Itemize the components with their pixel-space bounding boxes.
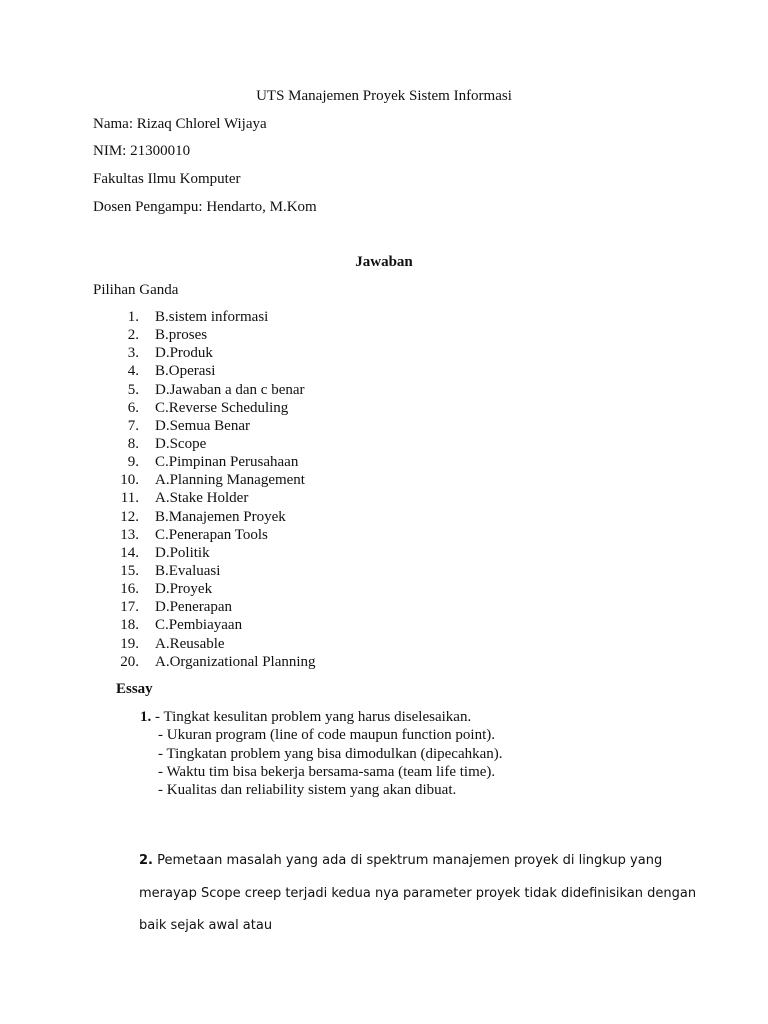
essay-2-line: 2. Pemetaan masalah yang ada di spektrum manajemen proyek di lingkup yang bbox=[139, 853, 663, 868]
item-answer: D.Produk bbox=[155, 345, 213, 362]
list-item bbox=[93, 326, 316, 344]
document-title: UTS Manajemen Proyek Sistem Informasi bbox=[256, 88, 512, 104]
item-number: 9. bbox=[127, 454, 139, 471]
essay-answer-1 bbox=[140, 708, 503, 799]
list-item bbox=[93, 381, 316, 399]
item-answer: B.Evaluasi bbox=[155, 562, 221, 579]
list-item bbox=[93, 508, 316, 526]
student-name: Nama: Rizaq Chlorel Wijaya bbox=[93, 116, 267, 132]
essay-2-number: 2. bbox=[139, 853, 153, 868]
list-item bbox=[93, 616, 316, 634]
item-number: 7. bbox=[127, 417, 139, 434]
item-number: 10. bbox=[120, 472, 139, 489]
item-number: 19. bbox=[120, 635, 139, 652]
item-number: 11. bbox=[120, 490, 139, 507]
item-answer: A.Organizational Planning bbox=[155, 653, 316, 670]
item-number: 15. bbox=[120, 562, 139, 579]
faculty: Fakultas Ilmu Komputer bbox=[93, 171, 241, 187]
item-number: 12. bbox=[120, 508, 139, 525]
item-answer: D.Proyek bbox=[155, 581, 213, 598]
item-answer: D.Jawaban a dan c benar bbox=[155, 381, 305, 398]
essay-1-text: - Tingkat kesulitan problem yang harus diselesaikan. bbox=[151, 709, 472, 725]
list-item bbox=[93, 598, 316, 616]
item-answer: A.Planning Management bbox=[155, 472, 305, 489]
essay-1-point: - Ukuran program (line of code maupun function point). bbox=[158, 727, 495, 744]
list-item bbox=[93, 489, 316, 507]
item-number: 20. bbox=[120, 653, 139, 670]
list-item bbox=[93, 653, 316, 671]
essay-2-line: merayap Scope creep terjadi kedua nya parameter proyek tidak didefinisikan dengan bbox=[139, 885, 697, 901]
essay-heading: Essay bbox=[116, 681, 153, 697]
item-answer: A.Reusable bbox=[155, 635, 225, 652]
item-number: 5. bbox=[127, 381, 139, 398]
item-number: 17. bbox=[120, 599, 139, 616]
item-number: 4. bbox=[127, 363, 139, 380]
item-answer: C.Penerapan Tools bbox=[155, 526, 268, 543]
list-item bbox=[93, 399, 316, 417]
item-answer: D.Scope bbox=[155, 435, 207, 452]
item-answer: B.proses bbox=[155, 327, 208, 344]
list-item bbox=[93, 526, 316, 544]
item-answer: B.Manajemen Proyek bbox=[155, 508, 286, 525]
item-answer: D.Semua Benar bbox=[155, 417, 250, 434]
list-item bbox=[93, 562, 316, 580]
multiple-choice-heading: Pilihan Ganda bbox=[93, 282, 179, 298]
item-number: 14. bbox=[120, 544, 139, 561]
item-number: 6. bbox=[127, 399, 139, 416]
list-item bbox=[93, 362, 316, 380]
essay-1-point: - Tingkatan problem yang bisa dimodulkan (dipecahkan). bbox=[158, 745, 503, 762]
item-answer: B.Operasi bbox=[155, 363, 216, 380]
item-number: 3. bbox=[127, 345, 139, 362]
essay-1-first-line bbox=[140, 708, 503, 726]
item-answer: D.Politik bbox=[155, 544, 210, 561]
item-number: 18. bbox=[120, 617, 139, 634]
list-item bbox=[93, 417, 316, 435]
item-answer: C.Reverse Scheduling bbox=[155, 399, 289, 416]
item-answer: A.Stake Holder bbox=[155, 490, 249, 507]
list-item bbox=[93, 435, 316, 453]
list-item bbox=[93, 544, 316, 562]
list-item bbox=[93, 344, 316, 362]
list-item bbox=[93, 471, 316, 489]
list-item bbox=[93, 453, 316, 471]
answers-heading: Jawaban bbox=[355, 254, 413, 270]
item-answer: C.Pembiayaan bbox=[155, 617, 243, 634]
essay-1-point: - Waktu tim bisa bekerja bersama-sama (team life time). bbox=[158, 763, 496, 780]
item-number: 13. bbox=[120, 526, 139, 543]
multiple-choice-list bbox=[93, 308, 316, 671]
student-nim: NIM: 21300010 bbox=[93, 143, 191, 159]
item-answer: D.Penerapan bbox=[155, 599, 233, 616]
item-number: 8. bbox=[127, 435, 139, 452]
essay-1-point: - Kualitas dan reliability sistem yang akan dibuat. bbox=[158, 782, 457, 799]
list-item bbox=[93, 308, 316, 326]
item-number: 16. bbox=[120, 581, 139, 598]
essay-2-line: baik sejak awal atau bbox=[139, 918, 273, 933]
item-answer: B.sistem informasi bbox=[155, 309, 269, 325]
lecturer: Dosen Pengampu: Hendarto, M.Kom bbox=[93, 199, 317, 215]
item-number: 1. bbox=[127, 309, 139, 325]
item-answer: C.Pimpinan Perusahaan bbox=[155, 454, 299, 471]
essay-1-number: 1. bbox=[140, 709, 152, 725]
item-number: 2. bbox=[127, 327, 139, 344]
essay-answer-2 bbox=[139, 845, 699, 943]
list-item bbox=[93, 580, 316, 598]
list-item bbox=[93, 635, 316, 653]
